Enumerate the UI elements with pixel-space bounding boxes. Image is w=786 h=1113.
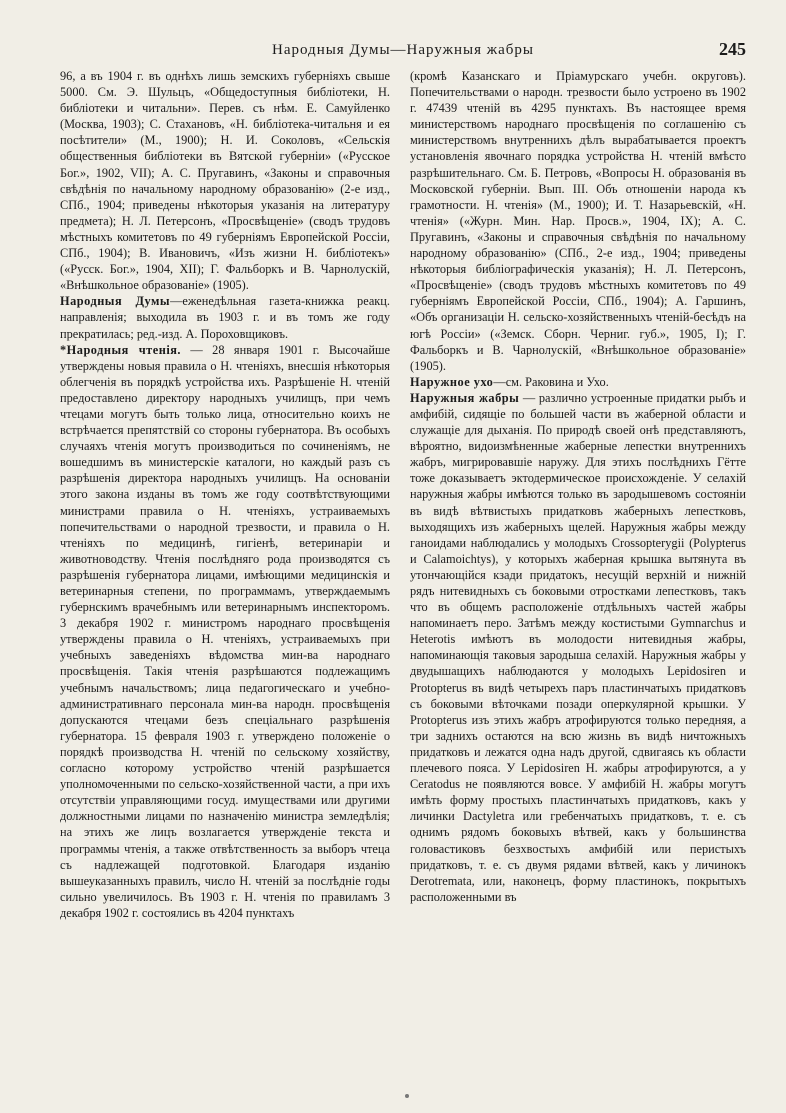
paragraph: 96, а въ 1904 г. въ однѣхъ лишь земскихъ губерніяхъ свыше 5000. См. Э. Шульцъ, «Общедоступныя библіотеки, Н. библіотеки и читальни». Перев. съ нѣм. Е. Самуйленко (Москва, 1903); С. Стахановъ, «Н. библіотека-читальня и ея посѣтители» (М., 1900); Н. И. Соколовъ, «Сельскія общественныя библіотеки въ Вятской губерніи» («Русское Бог.», 1902, VII); А. С. Пругавинъ, «Законы и справочныя свѣдѣнія по начальному народному образованію» (2-е изд., СПб., 1904; приведены нѣкоторыя указанія на литературу предмета); Н. Л. Петерсонъ, «Просвѣщеніе» (сводъ трудовъ мѣстныхъ комитетовъ по 49 губерніямъ Европейской Россіи, СПб., 1904); В. Ивановичъ, «Изъ жизни Н. библіотекъ» («Русск. Бог.», 1904, XII); Г. Фальборкъ и В. Чарнолускій, «Внѣшкольное образованіе» (1905).: [60, 69, 390, 293]
print-speck: [405, 1094, 409, 1098]
entry-term: Народныя Думы: [60, 294, 171, 309]
entry-naruzhnye-zhabry: Наружныя жабры — различно устроенные придатки рыбъ и амфибій, сидящіе по большей части въ жаберной области и служащіе для дыханія. По природѣ своей онѣ представляютъ, вѣроятно, видоизмѣненные жаберные лепестки внутреннихъ жабръ, мигрировавшіе наружу. Для этихъ послѣднихъ Гётте тоже доказываетъ эктодермическое происхожденіе. У селахій наружныя жабры имѣются только въ зародышевомъ состояніи въ видѣ вѣтвистыхъ придатковъ жаберныхъ лепестковъ, выходящихъ изъ жаберныхъ щелей. Наружныя жабры между ганоидами наблюдались у молодыхъ Crossopterygii (Polypterus и Calamoichtys), у которыхъ жаберная крышка вытянута въ утончающійся кзади придатокъ, несущій верхній и нижній рядъ нитевидныхъ съ боковыми отростками лепестковъ, такъ что въ общемъ расположеніе отдѣльныхъ частей жабры напоминаетъ перо. Затѣмъ между костистыми Gymnarchus и Heterotis имѣютъ въ молодости нитевидныя жабры, напоминающія таковыя зародыша селахій. Наружныя жабры у двудышащихъ наблюдаются у молодыхъ Lepidosiren и Protopterus въ видѣ четырехъ паръ пластинчатыхъ придатковъ съ боковыми вѣточками позади оперкулярной крышки. У Protopterus изъ этихъ жабръ атрофируются только передняя, а три заднихъ остаются на всю жизнь въ видѣ ничтожныхъ придатковъ и лежатся одна надъ другой, сдвигаясь къ области плечевого пояса. У Lepidosiren Н. жабры атрофируются, а у Ceratodus не появляются вовсе. У амфибій Н. жабры могутъ имѣть форму простыхъ пластинчатыхъ придатковъ, какъ у личинки Dactyletra или гребенчатыхъ придатковъ, т. е. съ однимъ рядомъ боковыхъ вѣтвей, какъ у большинства головастиковъ безхвостыхъ амфибій или перистыхъ придатковъ, т. е. съ двумя рядами вѣтвей, какъ у личинокъ Derotremata, или, наконецъ, форму пластинокъ, покрытыхъ расположенными въ: [410, 390, 746, 904]
running-title: Народныя Думы—Наружныя жабры: [272, 42, 534, 58]
entry-term: Наружныя жабры: [410, 390, 520, 405]
paragraph: (кромѣ Казанскаго и Пріамурскаго учебн. округовъ). Попечительствами о народн. трезвости было устроено въ 1902 г. 47439 чтеній въ 4295 пунктахъ. Въ настоящее время министерствомъ народнаго просвѣщенія по соглашенію съ министерствомъ внутреннихъ дѣлъ вырабатывается проектъ установленія явочнаго порядка устройства Н. чтеній вмѣсто разрѣшительнаго. См. Б. Петровъ, «Вопросы Н. образованія въ Московской губерніи. Вып. III. Объ отношеніи народа къ грамотности. Н. чтенія» (М., 1900); И. Т. Назарьевскій, «Н. чтенія» («Журн. Мин. Нар. Просв.», 1904, IX); А. С. Пругавинъ, «Законы и справочныя свѣдѣнія по начальному народному образованію» (СПб., 2-е изд., 1904; приведены нѣкоторыя библіографическія указанія); Н. Л. Петерсонъ, «Просвѣщеніе» (сводъ трудовъ мѣстныхъ комитетовъ по 49 губерніямъ Европейской Россіи, СПб., 1904); А. Гаршинъ, «Объ организаціи Н. сельско-хозяйственныхъ чтеній-бесѣдъ на югѣ Россіи» («Земск. Сборн. Черниг. губ.», 1905, I); Г. Фальборкъ и В. Чарнолускій, «Внѣшкольное образованіе» (1905).: [410, 69, 746, 373]
entry-term: Наружное ухо: [410, 374, 494, 389]
page-header: [60, 39, 746, 66]
entry-naruzhnoe-ukho: Наружное ухо—см. Раковина и Ухо.: [410, 374, 609, 389]
left-column: [60, 68, 390, 921]
entry-term: *Народныя чтенія.: [60, 342, 182, 357]
entry-narodnye-dumy: Народныя Думы—еженедѣльная газета-книжка реакц. направленія; выходила въ 1903 г. и въ томъ же году прекратилась; ред.-изд. А. Пороховщиковъ.: [60, 294, 390, 341]
right-column: [410, 68, 746, 905]
entry-narodnye-chteniya: *Народныя чтенія. — 28 января 1901 г. Высочайше утверждены новыя правила о Н. чтеніяхъ, внесшія нѣкоторыя облегченія въ порядкѣ устройства ихъ. Разрѣшеніе Н. чтеній предоставлено директору народныхъ училищъ, при чемъ чтецами могутъ быть только лица, относительно коихъ не встрѣчается препятствій со стороны губернатора. Въ особыхъ случаяхъ чтенія могутъ производиться по сочиненіямъ, не вошедшимъ въ министерскіе каталоги, но каждый разъ съ разрѣшенія директора народныхъ училищъ. На основаніи этого закона изданы въ томъ же году соотвѣтствующими министрами правила о Н. чтеніяхъ, устраиваемыхъ попечительствами о народной трезвости, и правила о Н. чтеніяхъ по медицинѣ, гигіенѣ, ветеринаріи и животноводству. Чтенія послѣдняго рода производятся съ разрѣшенія губернатора лицами, имѣющими медицинскія и ветеринарныя степени, по программамъ, утверждаемымъ губернскимъ врачебнымъ или ветеринарнымъ инспекторомъ. 3 декабря 1902 г. министромъ народнаго просвѣщенія утверждены правила о Н. чтеніяхъ, устраиваемыхъ при учебныхъ заведеніяхъ вѣдомства мин-ва народнаго просвѣщенія. Такія чтенія разрѣшаются подлежащимъ учебнымъ начальствомъ; лица педагогическаго и учебно-административнаго персонала мин-ва народн. просвѣщенія допускаются чтецами безъ спеціальнаго разрѣшенія губернатора. 15 февраля 1903 г. утверждено положеніе о порядкѣ производства Н. чтеній по сельскому хозяйству, согласно которому устройство чтеній разрѣшается уполномоченными по сельско-хозяйственной части, а при ихъ отсутствіи управляющими госуд. имуществами или другими должностными лицами по назначенію министра земледѣлія; на этихъ же лицъ возлагается утвержденіе текста и программы чтенія, а также отвѣтственность за выборъ чтеца съ надлежащей подготовкой. Благодаря изданію вышеуказанныхъ правилъ, число Н. чтеній за послѣдніе годы сильно увеличилось. Въ 1903 г. Н. чтенія по правиламъ 3 декабря 1902 г. состоялись въ 4204 пунктахъ: [60, 342, 390, 920]
text-columns: [60, 68, 746, 1068]
page-number: 245: [719, 39, 746, 59]
